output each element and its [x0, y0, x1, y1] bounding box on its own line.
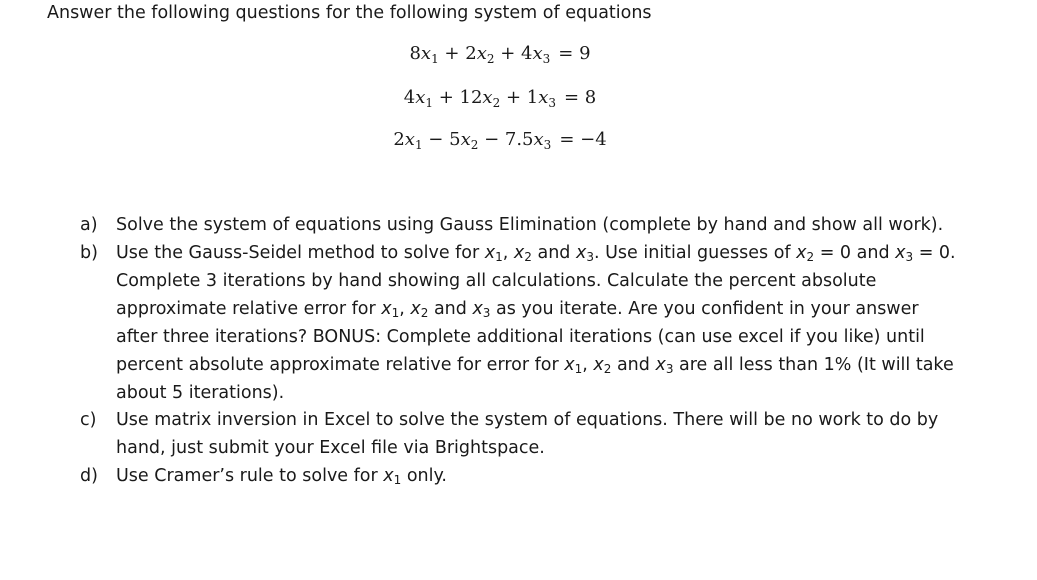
- question-a: [80, 211, 960, 239]
- question-c-label: c): [80, 410, 97, 430]
- equation-3: $2x_1 - 5x_2 - 7.5x_3 = -4$: [393, 129, 607, 152]
- question-d-label: d): [80, 466, 98, 486]
- intro-text: Answer the following questions for the following system of equations: [47, 3, 652, 23]
- question-a-text: Solve the system of equations using Gauss Elimination (complete by hand and show all work).: [116, 215, 944, 235]
- question-d: [80, 462, 960, 490]
- equation-2: $4x_1 + 12x_2 + 1x_3 = 8$: [403, 87, 597, 110]
- question-b-text: Use the Gauss-Seidel method to solve for $x_1$, $x_2$ and $x_3$. Use initial guesses of $x_2 = 0$ and $x_3 = 0$. Complete 3 iterations by hand showing all calculations. Calculate the percent absolute approximate relative error for $x_1$, $x_2$ and $x_3$ as you iterate. Are you confident in your answer after three iterations? BONUS: Complete additional iterations (can use excel if you like) until percent absolute approximate relative for error for $x_1$, $x_2$ and $x_3$ are all less than 1% (It will take about 5 iterations).: [116, 243, 956, 403]
- question-a-label: a): [80, 215, 98, 235]
- question-b: [80, 239, 960, 407]
- question-c-text: Use matrix inversion in Excel to solve the system of equations. There will be no work to do by hand, just submit your Excel file via Brightspace.: [116, 410, 939, 458]
- equation-1: $8x_1 + 2x_2 + 4x_3 = 9$: [409, 43, 591, 66]
- question-c: [80, 406, 960, 462]
- question-b-label: b): [80, 243, 98, 263]
- question-d-text: Use Cramer’s rule to solve for $x_1$ only.: [116, 466, 447, 487]
